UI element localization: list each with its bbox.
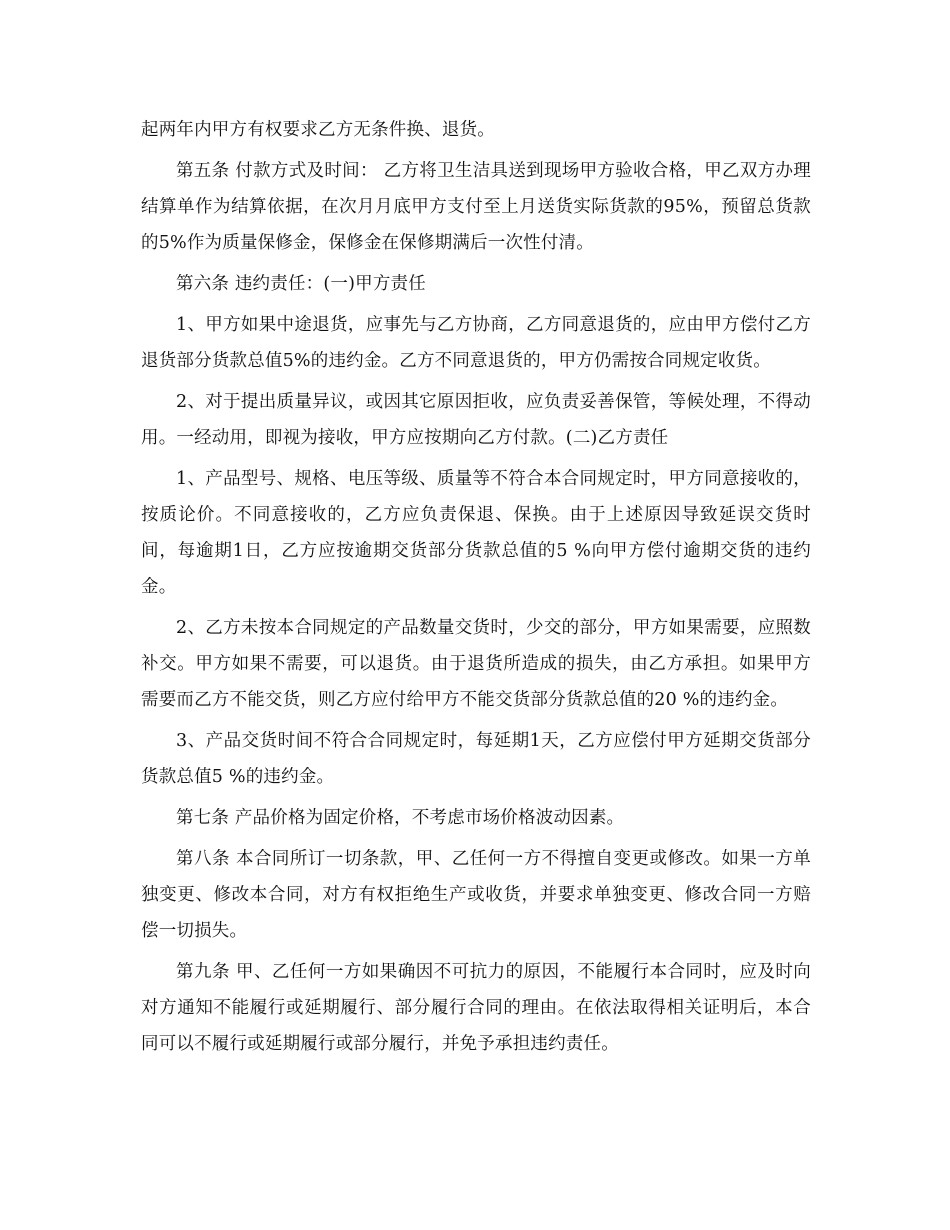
paragraph-return-clause-end: 起两年内甲方有权要求乙方无条件换、退货。: [141, 120, 495, 140]
document-body: [141, 112, 811, 1067]
paragraph-party-a-item-2: 2、对于提出质量异议，或因其它原因拒收，应负责妥善保管，等候处理，不得动用。一经动用，即视为接收，甲方应按期向乙方付款。(二)乙方责任: [141, 392, 811, 448]
paragraph-article-6-heading: 第六条 违约责任：(一)甲方责任: [176, 274, 426, 294]
paragraph-article-5-payment: 第五条 付款方式及时间： 乙方将卫生洁具送到现场甲方验收合格，甲乙双方办理结算单作为结算依据，在次月月底甲方支付至上月送货实际货款的95%，预留总货款的5%作为质量保修金，保修金在保修期满后一次性付清。: [141, 161, 811, 253]
paragraph-party-b-item-2: 2、乙方未按本合同规定的产品数量交货时，少交的部分，甲方如果需要，应照数补交。甲方如果不需要，可以退货。由于退货所造成的损失，由乙方承担。如果甲方需要而乙方不能交货，则乙方应付给甲方不能交货部分货款总值的20 %的违约金。: [141, 618, 811, 710]
paragraph-party-a-item-1: 1、甲方如果中途退货，应事先与乙方协商，乙方同意退货的，应由甲方偿付乙方退货部分货款总值5%的违约金。乙方不同意退货的，甲方仍需按合同规定收货。: [141, 315, 811, 371]
paragraph-article-7-price: 第七条 产品价格为固定价格，不考虑市场价格波动因素。: [176, 808, 625, 828]
paragraph-article-8-modification: 第八条 本合同所订一切条款，甲、乙任何一方不得擅自变更或修改。如果一方单独变更、修改本合同，对方有权拒绝生产或收货，并要求单独变更、修改合同一方赔偿一切损失。: [141, 849, 811, 941]
paragraph-party-b-item-1: 1、产品型号、规格、电压等级、质量等不符合本合同规定时，甲方同意接收的，按质论价。不同意接收的，乙方应负责保退、保换。由于上述原因导致延误交货时间，每逾期1日，乙方应按逾期交货部分货款总值的5 %向甲方偿付逾期交货的违约金。: [141, 469, 811, 597]
paragraph-party-b-item-3: 3、产品交货时间不符合合同规定时，每延期1天，乙方应偿付甲方延期交货部分货款总值5 %的违约金。: [141, 731, 811, 787]
paragraph-article-9-force-majeure: 第九条 甲、乙任何一方如果确因不可抗力的原因，不能履行本合同时，应及时向对方通知不能履行或延期履行、部分履行合同的理由。在依法取得相关证明后，本合同可以不履行或延期履行或部分履行，并免予承担违约责任。: [141, 962, 811, 1054]
